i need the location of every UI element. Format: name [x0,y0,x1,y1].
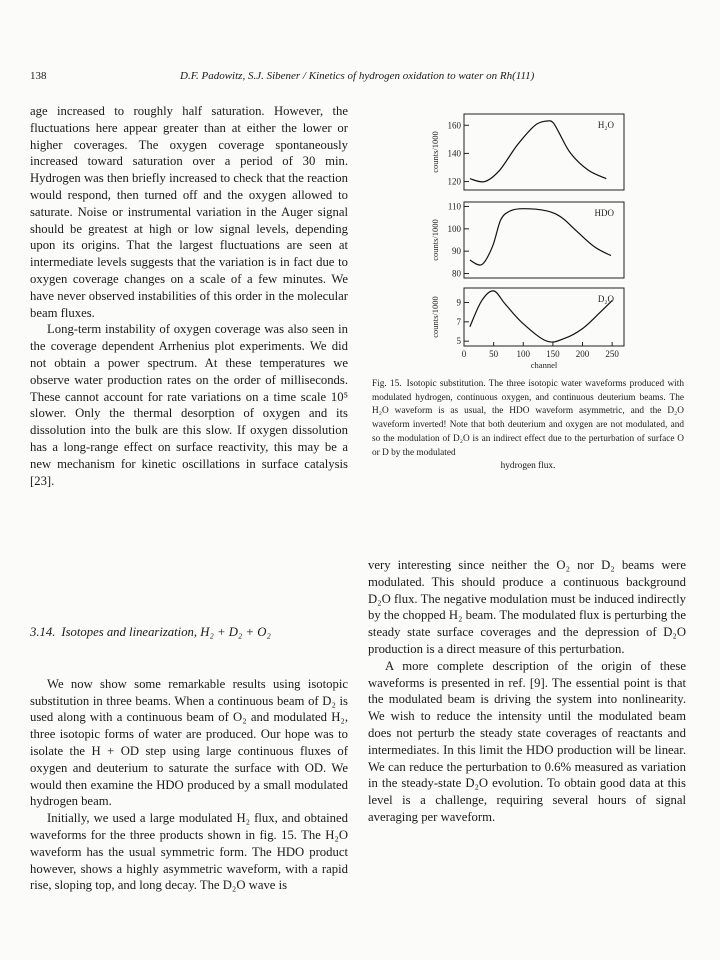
paragraph: A more complete description of the origin of these waveforms is presented in ref. [9]. The essential point is that the modulated beam is driving the system into nonlinearity. We wish to reduce the intensity until the modulated beam does not perturb the steady state coverages of reactants and intermediates. In this limit the HDO production will be linear. We can reduce the perturbation to 0.6% measured as variation in the steady-state D₂O evolution. To obtain good data at this level is a challenge, requiring several hours of signal averaging per waveform. [368,658,686,824]
y-tick-label: 140 [447,148,461,159]
y-tick-label: 160 [447,120,461,131]
y-tick-label: 9 [456,297,461,308]
x-tick-label: 250 [605,349,619,359]
series-line [470,291,612,342]
section-heading [30,624,348,641]
x-tick-label: 150 [546,349,560,359]
section-number: 3.14. [30,625,56,639]
y-tick-label: 120 [447,176,461,187]
y-tick-label: 7 [456,316,461,327]
caption-text: Isotopic substitution. The three isotopic water waveforms produced with modulated hydrogen, continuous oxygen, and continuous deuterium beams. The H₂O waveform is as usual, the HDO waveform asymmetric, and the D₂O waveform inverted! Note that both deuterium and oxygen are not modulated, and so the modulation of D₂O is an indirect effect due to the perturbation of surface O or D by the modulated [372,379,684,458]
y-tick-label: 80 [452,268,461,279]
paragraph: We now show some remarkable results using isotopic substitution in three beams. When a continuous beam of D₂ is used along with a continuous beam of O₂ and modulated H₂, three isotopic forms of water are produced. Our hope was to isolate the H + OD step using large continuous fluxes of oxygen and deuterium to saturate the surface with OD. We would then examine the HDO produced by a small modulated hydrogen beam. [30,676,348,809]
x-axis-label: channel [530,360,558,370]
series-line [470,121,606,182]
caption-last-line: hydrogen flux. [500,461,556,472]
heading-gap [30,658,348,676]
x-tick-label: 50 [489,349,499,359]
x-tick-label: 0 [461,349,467,359]
legend-label: H₂O [597,120,614,130]
y-tick-label: 90 [452,246,461,257]
series-line [470,209,611,265]
legend-label: HDO [594,208,614,218]
running-title: D.F. Padowitz, S.J. Sibener / Kinetics of hydrogen oxidation to water on Rh(111) [180,70,535,82]
right-column [368,557,686,826]
y-axis-label: counts/1000 [430,219,440,261]
paragraph: age increased to roughly half saturation. However, the fluctuations here appear greater than at either the lower or higher coverages. The oxygen coverage spontaneously increased toward saturation over a period of 30 min. Hydrogen was then briefly increased to check that the reaction would respond, then turned off and the oxygen allowed to saturate. Noise or instrumental variation in the Auger signal should be greatest at high or low signal levels, depending upon its origins. That the largest fluctuations are seen at intermediate levels suggests that the variation is in fact due to oxygen coverage changes on a scale of a few minutes. We have never observed instabilities of this order in the molecular beam fluxes. [30,104,348,320]
y-axis-label: counts/1000 [430,131,440,173]
paragraph: Long-term instability of oxygen coverage was also seen in the coverage dependent Arrhenius plot experiments. We did not obtain a power spectrum. At these temperatures we observe water production rates on the order of milliseconds. These cannot account for rate variations on a time scale 10⁵ slower. Only the thermal desorption of oxygen and its dissolution into the bulk are this slow. If oxygen dissolution has a long-range effect on surface reactivity, this may be a new mechanism for kinetic oscillations in surface catalysis [23]. [30,322,348,488]
x-tick-label: 100 [516,349,531,359]
y-axis-label: counts/1000 [430,296,440,338]
paragraph: very interesting since neither the O₂ nor D₂ beams were modulated. This should produce a continuous background D₂O flux. The negative modulation must be induced indirectly by the chopped H₂ beam. The modulated flux is perturbing the steady state surface coverages and the depression of D₂O production is a direct measure of this perturbation. [368,558,686,656]
y-tick-label: 5 [456,336,461,347]
page-number: 138 [30,70,47,82]
left-column-top [30,103,348,489]
section-title: Isotopes and linearization, H₂ + D₂ + O₂ [61,625,271,639]
y-tick-label: 100 [447,223,461,234]
figure-label: Fig. 15. [372,379,402,389]
paragraph: Initially, we used a large modulated H₂ flux, and obtained waveforms for the three products shown in fig. 15. The H₂O waveform has the usual symmetric form. The HDO product however, shows a highly asymmetric waveform, with a rapid rise, sloping top, and long decay. The D₂O wave is [30,811,348,893]
left-column-bottom [30,605,348,894]
legend-label: D₂O [597,294,614,304]
figure-caption [372,378,684,474]
x-tick-label: 200 [575,349,590,359]
y-tick-label: 110 [447,201,461,212]
